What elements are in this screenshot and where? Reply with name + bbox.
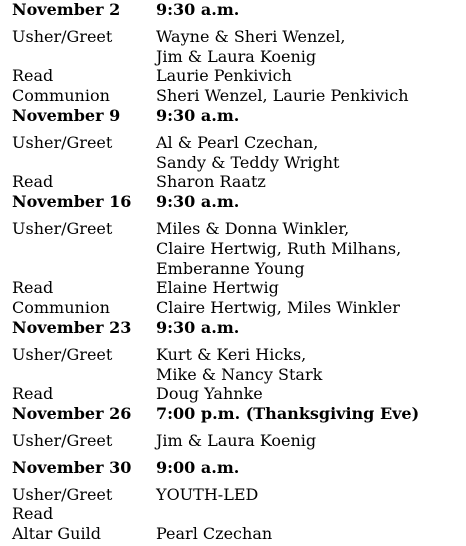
service-header: [12, 192, 462, 212]
assigned-names: YOUTH-LED: [156, 484, 259, 504]
assigned-names: Sharon Raatz: [156, 172, 266, 192]
role-label: Usher/Greet: [12, 484, 113, 504]
role-label-spacer: [12, 47, 156, 67]
role-label: Read: [12, 278, 54, 298]
assigned-names: Laurie Penkivich: [156, 66, 292, 86]
service-date: November 26: [12, 404, 132, 424]
role-usher-greet: [12, 133, 462, 173]
service-november-16: [12, 192, 462, 318]
role-read: [12, 384, 462, 404]
role-label: Usher/Greet: [12, 26, 113, 46]
role-usher-greet: [12, 485, 462, 505]
role-usher-greet: [12, 345, 462, 385]
service-date: November 30: [12, 457, 132, 477]
service-header: [12, 0, 462, 20]
service-date: November 2: [12, 0, 121, 19]
role-label: Usher/Greet: [12, 218, 113, 238]
role-label: Usher/Greet: [12, 344, 113, 364]
role-label: Communion: [12, 298, 110, 318]
role-usher-greet: [12, 27, 462, 67]
service-header: [12, 458, 462, 478]
service-date: November 23: [12, 317, 132, 337]
service-time: 7:00 p.m. (Thanksgiving Eve): [156, 404, 420, 424]
role-label: Read: [12, 384, 54, 404]
service-header: [12, 318, 462, 338]
assigned-names: Wayne & Sheri Wenzel,: [156, 26, 346, 46]
service-header: [12, 404, 462, 424]
service-november-23: [12, 318, 462, 404]
service-time: 9:30 a.m.: [156, 317, 240, 337]
service-november-9: [12, 106, 462, 192]
role-label-spacer: [12, 239, 156, 259]
service-time: 9:30 a.m.: [156, 105, 240, 125]
service-november-30: [12, 458, 462, 544]
role-read: [12, 66, 462, 86]
role-label: Communion: [12, 86, 110, 106]
service-date: November 9: [12, 105, 121, 125]
role-label-spacer: [12, 153, 156, 173]
assigned-names: Al & Pearl Czechan,: [156, 132, 319, 152]
assigned-names: Pearl Czechan: [156, 524, 273, 544]
assigned-names: Claire Hertwig, Miles Winkler: [156, 298, 400, 318]
assigned-names: Jim & Laura Koenig: [156, 430, 317, 450]
role-read: [12, 172, 462, 192]
role-usher-greet: [12, 431, 462, 451]
assigned-names: Mike & Nancy Stark: [156, 364, 323, 384]
service-date: November 16: [12, 192, 132, 212]
role-label-spacer: [12, 365, 156, 385]
role-label: Read: [12, 66, 54, 86]
service-time: 9:00 a.m.: [156, 457, 240, 477]
role-label: Read: [12, 504, 54, 524]
assigned-names: Claire Hertwig, Ruth Milhans,: [156, 238, 402, 258]
assigned-names: Miles & Donna Winkler,: [156, 218, 350, 238]
assigned-names: Elaine Hertwig: [156, 278, 279, 298]
assigned-names: Doug Yahnke: [156, 384, 263, 404]
role-label: Altar Guild: [12, 524, 101, 544]
role-communion: [12, 298, 462, 318]
role-read: [12, 278, 462, 298]
role-read: [12, 504, 462, 524]
worship-schedule: [12, 0, 462, 544]
assigned-names: Emberanne Young: [156, 258, 305, 278]
assigned-names: Sandy & Teddy Wright: [156, 152, 340, 172]
role-label: Usher/Greet: [12, 132, 113, 152]
service-november-2: [12, 0, 462, 106]
assigned-names: Sheri Wenzel, Laurie Penkivich: [156, 86, 409, 106]
assigned-names: Jim & Laura Koenig: [156, 46, 317, 66]
service-time: 9:30 a.m.: [156, 192, 240, 212]
role-communion: [12, 86, 462, 106]
service-header: [12, 106, 462, 126]
role-usher-greet: [12, 219, 462, 278]
assigned-names: Kurt & Keri Hicks,: [156, 344, 307, 364]
service-time: 9:30 a.m.: [156, 0, 240, 19]
role-label: Read: [12, 172, 54, 192]
role-label: Usher/Greet: [12, 430, 113, 450]
role-label-spacer: [12, 259, 156, 279]
role-altar-guild: [12, 524, 462, 544]
assigned-names: [156, 504, 462, 524]
service-november-26: [12, 404, 462, 451]
